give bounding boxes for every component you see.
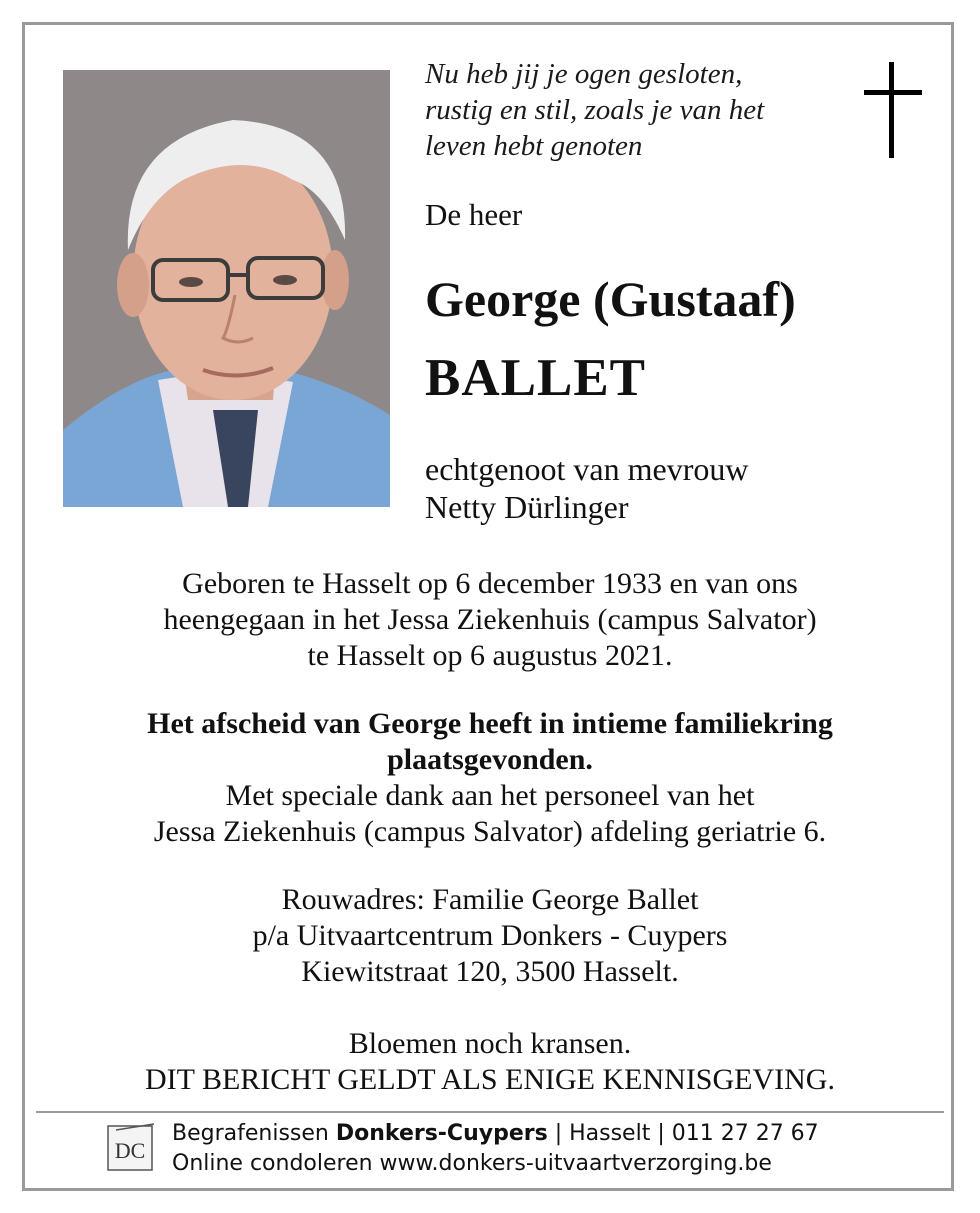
footer-prefix: Begrafenissen — [172, 1121, 336, 1146]
deceased-first-name: George (Gustaaf) — [425, 271, 796, 327]
footer-contact-details: | Hasselt | 011 27 27 67 — [547, 1121, 819, 1146]
closing-line: Bloemen noch kransen. — [348, 1027, 632, 1060]
poem-line: Nu heb jij je ogen gesloten, — [425, 58, 743, 90]
text-line: te Hasselt op 6 augustus 2021. — [307, 639, 673, 672]
thanks-line: Met speciale dank aan het personeel van het — [225, 779, 755, 812]
poem-line: leven hebt genoten — [425, 130, 643, 162]
spouse-info — [425, 450, 748, 526]
birth-death-info — [40, 566, 940, 674]
honorific: De heer — [425, 197, 523, 232]
deceased-last-name: BALLET — [425, 349, 647, 407]
spouse-line: Netty Dürlinger — [425, 489, 629, 525]
address-line: Rouwadres: Familie George Ballet — [281, 883, 699, 916]
farewell-info — [40, 706, 940, 850]
portrait-photo — [63, 70, 390, 507]
closing-notice — [40, 1026, 940, 1098]
footer-contact — [172, 1119, 819, 1179]
footer-line-1 — [172, 1119, 819, 1149]
funeral-home-logo — [106, 1122, 158, 1174]
address-line: Kiewitstraat 120, 3500 Hasselt. — [301, 955, 679, 988]
farewell-line: Het afscheid van George heeft in intieme familiekring — [147, 707, 833, 740]
poem — [425, 56, 845, 164]
farewell-line: plaatsgevonden. — [387, 743, 593, 776]
poem-line: rustig en stil, zoals je van het — [425, 94, 765, 126]
text-line: Geboren te Hasselt op 6 december 1933 en van ons — [182, 567, 798, 600]
spouse-line: echtgenoot van mevrouw — [425, 451, 749, 487]
text-line: heengegaan in het Jessa Ziekenhuis (campus Salvator) — [163, 603, 817, 636]
company-name: Donkers-Cuypers — [335, 1121, 548, 1146]
footer-divider — [36, 1111, 944, 1113]
thanks-line: Jessa Ziekenhuis (campus Salvator) afdeling geriatrie 6. — [153, 815, 827, 848]
cross-icon — [864, 62, 922, 158]
online-condolence-link[interactable]: Online condoleren www.donkers-uitvaartverzorging.be — [172, 1151, 772, 1176]
closing-line: DIT BERICHT GELDT ALS ENIGE KENNISGEVING. — [145, 1063, 835, 1096]
logo-letters: DC — [114, 1138, 146, 1163]
mourning-address — [40, 882, 940, 990]
address-line: p/a Uitvaartcentrum Donkers - Cuypers — [252, 919, 728, 952]
